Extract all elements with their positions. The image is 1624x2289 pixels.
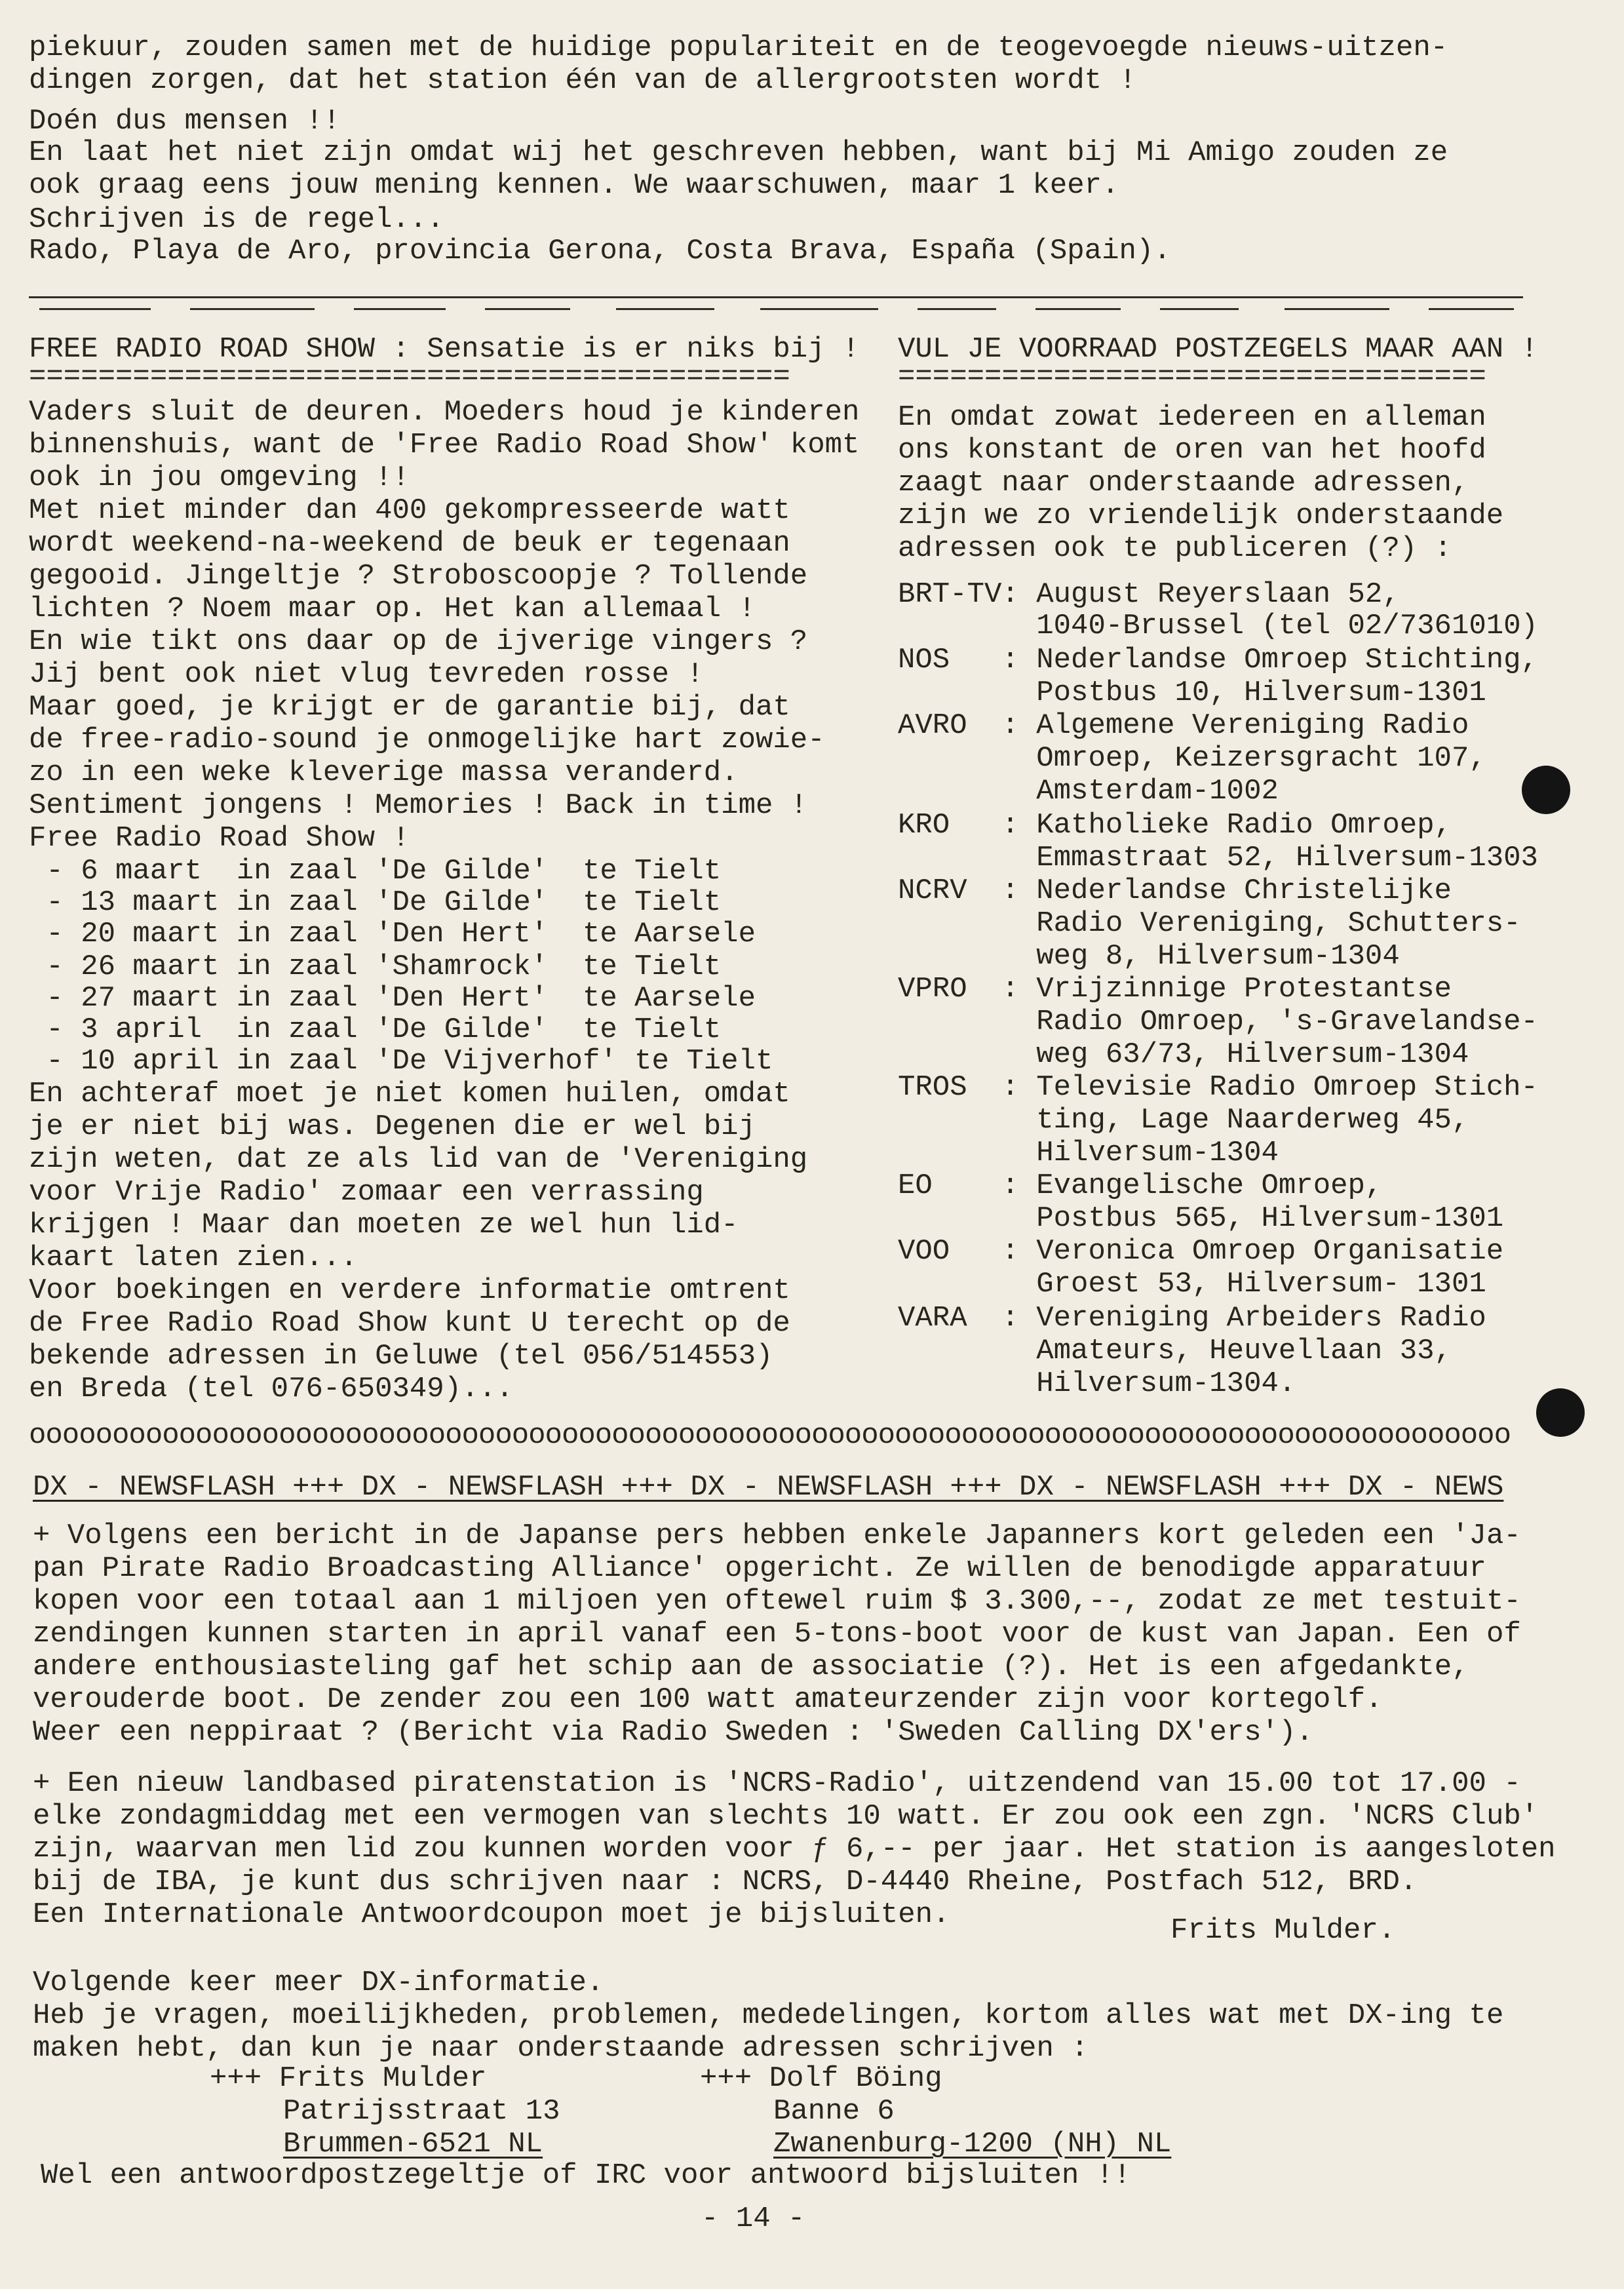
- left-closing-line: de Free Radio Road Show kunt U terecht op de: [29, 1307, 790, 1340]
- left-text-line: zo in een weke kleverige massa veranderd.: [29, 756, 739, 789]
- left-text-line: wordt weekend-na-weekend de beuk er tegenaan: [29, 527, 790, 560]
- right-intro-line: adressen ook te publiceren (?) :: [898, 532, 1452, 565]
- intro-line: piekuur, zouden samen met de huidige populariteit en de teogevoegde nieuws-uitzen-: [29, 31, 1448, 64]
- dx-paragraph-line: pan Pirate Radio Broadcasting Alliance' opgericht. Ze willen de benodigde apparatuur: [33, 1552, 1486, 1585]
- schedule-item: - 26 maart in zaal 'Shamrock' te Tielt: [29, 950, 722, 983]
- intro-line: En laat het niet zijn omdat wij het geschreven hebben, want bij Mi Amigo zouden ze: [29, 136, 1448, 169]
- left-text-line: Free Radio Road Show !: [29, 822, 410, 855]
- left-closing-line: voor Vrije Radio' zomaar een verrassing: [29, 1176, 704, 1209]
- dx-paragraph-line: elke zondagmiddag met een vermogen van slechts 10 watt. Er zou ook een zgn. 'NCRS Club': [33, 1800, 1539, 1833]
- dx-paragraph-line: Weer een neppiraat ? (Bericht via Radio Sweden : 'Sweden Calling DX'ers').: [33, 1716, 1313, 1749]
- dx-outro-line: Heb je vragen, moeilijkheden, problemen, mededelingen, kortom alles wat met DX-ing te: [33, 1999, 1504, 2032]
- left-closing-line: kaart laten zien...: [29, 1242, 358, 1274]
- author-signature: Frits Mulder.: [1170, 1914, 1396, 1947]
- address-line: AVRO : Algemene Vereniging Radio: [898, 709, 1469, 742]
- contact-name: +++ Dolf Böing: [700, 2062, 942, 2095]
- address-line: 1040-Brussel (tel 02/7361010): [898, 610, 1538, 642]
- address-line: weg 8, Hilversum-1304: [898, 940, 1400, 973]
- right-intro-line: En omdat zowat iedereen en alleman: [898, 401, 1486, 434]
- dx-paragraph-line: + Volgens een bericht in de Japanse pers hebben enkele Japanners kort geleden een 'Ja-: [33, 1519, 1521, 1552]
- address-line: Postbus 10, Hilversum-1301: [898, 676, 1486, 709]
- dx-headline: DX - NEWSFLASH +++ DX - NEWSFLASH +++ DX - NEWSFLASH +++ DX - NEWSFLASH +++ DX - NEWS: [33, 1471, 1504, 1504]
- left-text-line: ook in jou omgeving !!: [29, 461, 410, 494]
- schedule-item: - 13 maart in zaal 'De Gilde' te Tielt: [29, 886, 722, 919]
- contact-street: Patrijsstraat 13: [283, 2095, 560, 2128]
- contact-name: +++ Frits Mulder: [210, 2062, 487, 2095]
- left-closing-line: En achteraf moet je niet komen huilen, omdat: [29, 1078, 790, 1110]
- left-text-line: lichten ? Noem maar op. Het kan allemaal !: [29, 593, 756, 625]
- left-closing-line: en Breda (tel 076-650349)...: [29, 1373, 514, 1405]
- intro-line: Schrijven is de regel...: [29, 203, 444, 236]
- right-intro-line: ons konstant de oren van het hoofd: [898, 434, 1486, 467]
- dx-paragraph-line: Een Internationale Antwoordcoupon moet je bijsluiten.: [33, 1898, 950, 1931]
- address-line: KRO : Katholieke Radio Omroep,: [898, 809, 1452, 842]
- page-number: - 14 -: [701, 2202, 805, 2235]
- left-text-line: Sentiment jongens ! Memories ! Back in time !: [29, 789, 808, 822]
- address-line: Groest 53, Hilversum- 1301: [898, 1268, 1486, 1301]
- dx-paragraph-line: andere enthousiasteling gaf het schip aan de associatie (?). Het is een afgedankte,: [33, 1651, 1469, 1683]
- address-line: TROS : Televisie Radio Omroep Stich-: [898, 1071, 1538, 1104]
- binder-hole: [1536, 1388, 1585, 1437]
- address-line: NOS : Nederlandse Omroep Stichting,: [898, 644, 1538, 676]
- address-line: Hilversum-1304: [898, 1137, 1279, 1169]
- binder-hole: [1522, 766, 1570, 814]
- left-text-line: gegooid. Jingeltje ? Stroboscoopje ? Tollende: [29, 560, 808, 593]
- address-line: VOO : Veronica Omroep Organisatie: [898, 1235, 1504, 1268]
- intro-line: dingen zorgen, dat het station één van de allergrootsten wordt !: [29, 64, 1136, 97]
- schedule-item: - 6 maart in zaal 'De Gilde' te Tielt: [29, 855, 722, 888]
- left-closing-line: krijgen ! Maar dan moeten ze wel hun lid-: [29, 1209, 739, 1242]
- address-line: VPRO : Vrijzinnige Protestantse: [898, 973, 1452, 1006]
- dx-paragraph-line: kopen voor een totaal aan 1 miljoen yen oftewel ruim $ 3.300,--, zodat ze met testuit-: [33, 1585, 1521, 1618]
- address-line: Radio Omroep, 's-Gravelandse-: [898, 1006, 1538, 1038]
- dx-outro-line: maken hebt, dan kun je naar onderstaande adressen schrijven :: [33, 2032, 1089, 2065]
- left-column-rule: ============================================: [29, 361, 790, 393]
- dx-paragraph-line: verouderde boot. De zender zou een 100 watt amateurzender zijn voor kortegolf.: [33, 1683, 1383, 1716]
- dx-outro-line: Volgende keer meer DX-informatie.: [33, 1966, 604, 1999]
- dx-paragraph-line: bij de IBA, je kunt dus schrijven naar : NCRS, D-4440 Rheine, Postfach 512, BRD.: [33, 1866, 1418, 1898]
- address-line: Amateurs, Heuvellaan 33,: [898, 1335, 1452, 1367]
- schedule-item: - 3 april in zaal 'De Gilde' te Tielt: [29, 1013, 722, 1046]
- left-text-line: binnenshuis, want de 'Free Radio Road Show' komt: [29, 429, 860, 461]
- contact-city: Brummen-6521 NL: [283, 2128, 543, 2161]
- address-line: EO : Evangelische Omroep,: [898, 1169, 1383, 1202]
- address-line: Emmastraat 52, Hilversum-1303: [898, 842, 1538, 874]
- dx-paragraph-line: + Een nieuw landbased piratenstation is 'NCRS-Radio', uitzendend van 15.00 tot 17.00 -: [33, 1767, 1521, 1800]
- circle-separator: ooooooooooooooooooooooooooooooooooooooooooooooooooooooooooooooooooooooooooooooooooooooooo: [29, 1419, 1511, 1452]
- left-closing-line: je er niet bij was. Degenen die er wel bij: [29, 1110, 756, 1143]
- address-line: NCRV : Nederlandse Christelijke: [898, 874, 1452, 907]
- dx-paragraph-line: zendingen kunnen starten in april vanaf een 5-tons-boot voor de kust van Japan. Een of: [33, 1618, 1521, 1651]
- intro-line: Doén dus mensen !!: [29, 105, 341, 138]
- address-line: ting, Lage Naarderweg 45,: [898, 1104, 1469, 1137]
- schedule-item: - 27 maart in zaal 'Den Hert' te Aarsele: [29, 982, 756, 1015]
- schedule-item: - 10 april in zaal 'De Vijverhof' te Tielt: [29, 1045, 773, 1078]
- left-text-line: Vaders sluit de deuren. Moeders houd je kinderen: [29, 396, 860, 429]
- left-column-title: FREE RADIO ROAD SHOW : Sensatie is er niks bij !: [29, 333, 860, 366]
- footer-note: Wel een antwoordpostzegeltje of IRC voor antwoord bijsluiten !!: [41, 2159, 1131, 2192]
- address-line: VARA : Vereniging Arbeiders Radio: [898, 1302, 1486, 1335]
- left-text-line: Met niet minder dan 400 gekompresseerde watt: [29, 494, 790, 527]
- contact-city: Zwanenburg-1200 (NH) NL: [773, 2128, 1172, 2161]
- address-line: Omroep, Keizersgracht 107,: [898, 742, 1486, 775]
- right-intro-line: zijn we zo vriendelijk onderstaande: [898, 499, 1504, 532]
- address-line: Hilversum-1304.: [898, 1367, 1296, 1400]
- left-closing-line: zijn weten, dat ze als lid van de 'Vereniging: [29, 1143, 808, 1176]
- left-text-line: En wie tikt ons daar op de ijverige vingers ?: [29, 625, 808, 658]
- left-text-line: Maar goed, je krijgt er de garantie bij, dat: [29, 691, 790, 724]
- schedule-item: - 20 maart in zaal 'Den Hert' te Aarsele: [29, 918, 756, 950]
- right-column-title: VUL JE VOORRAAD POSTZEGELS MAAR AAN !: [898, 333, 1538, 366]
- left-closing-line: bekende adressen in Geluwe (tel 056/514553): [29, 1340, 773, 1373]
- address-line: Amsterdam-1002: [898, 775, 1279, 808]
- address-line: Postbus 565, Hilversum-1301: [898, 1202, 1504, 1235]
- address-line: weg 63/73, Hilversum-1304: [898, 1038, 1469, 1071]
- right-column-rule: ==================================: [898, 361, 1486, 393]
- dx-paragraph-line: zijn, waarvan men lid zou kunnen worden voor ƒ 6,-- per jaar. Het station is aangesloten: [33, 1833, 1556, 1866]
- address-line: BRT-TV: August Reyerslaan 52,: [898, 578, 1400, 611]
- intro-line: ook graag eens jouw mening kennen. We waarschuwen, maar 1 keer.: [29, 169, 1119, 202]
- left-text-line: de free-radio-sound je onmogelijke hart zowie-: [29, 724, 825, 756]
- address-line: Radio Vereniging, Schutters-: [898, 907, 1521, 940]
- contact-street: Banne 6: [773, 2095, 895, 2128]
- right-intro-line: zaagt naar onderstaande adressen,: [898, 467, 1469, 499]
- intro-line: Rado, Playa de Aro, provincia Gerona, Costa Brava, España (Spain).: [29, 235, 1171, 267]
- left-text-line: Jij bent ook niet vlug tevreden rosse !: [29, 658, 704, 691]
- left-closing-line: Voor boekingen en verdere informatie omtrent: [29, 1274, 790, 1307]
